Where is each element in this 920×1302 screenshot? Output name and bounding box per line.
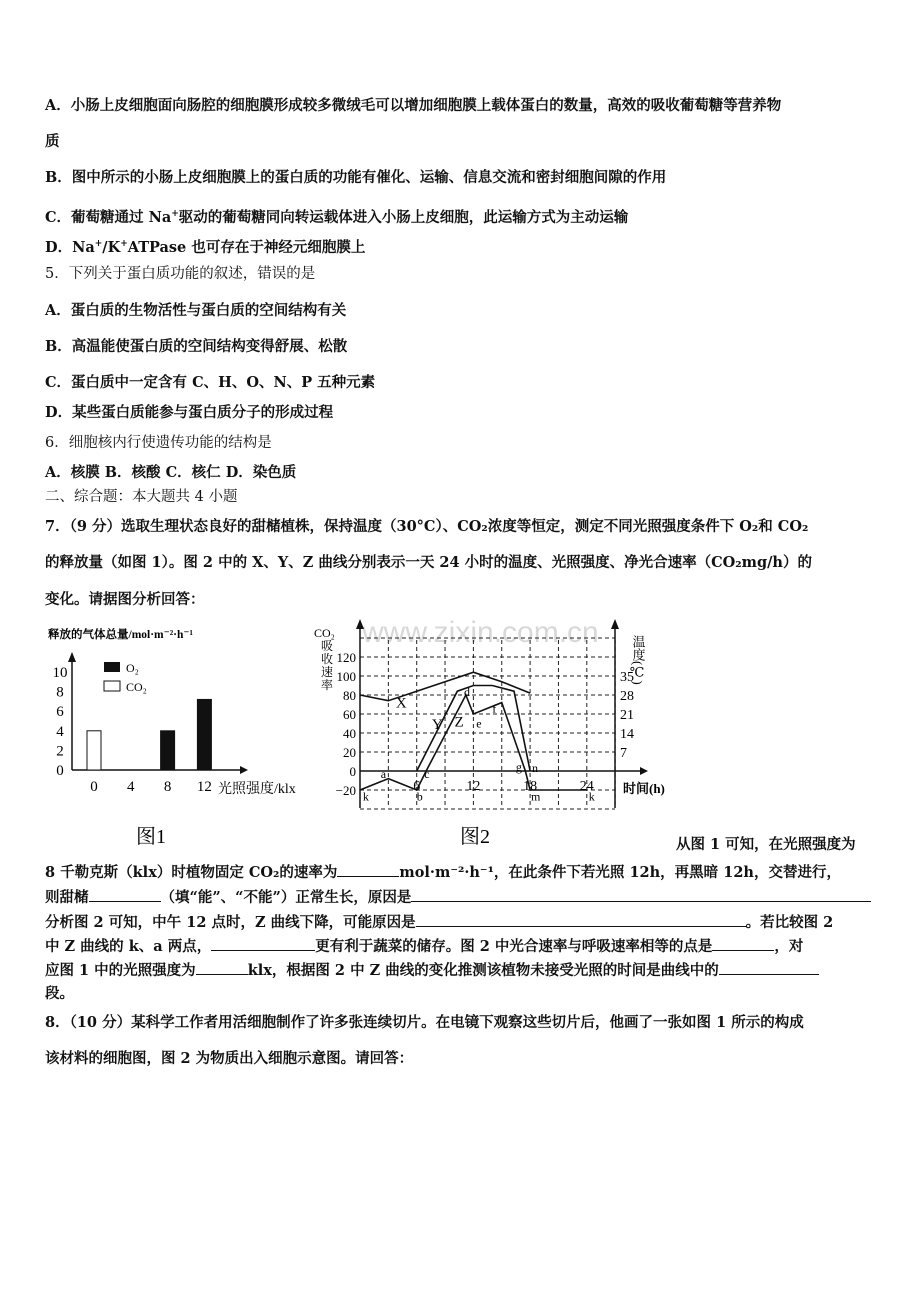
legend-co2-label: CO₂ bbox=[126, 680, 147, 694]
fig2-caption: 图2 bbox=[460, 826, 490, 848]
bar-o2 bbox=[197, 699, 211, 770]
point-label-f: f bbox=[492, 701, 497, 716]
answer-blank-2[interactable] bbox=[89, 887, 161, 902]
bar-co2 bbox=[87, 731, 101, 770]
fig2-xtick: 24 bbox=[579, 779, 594, 794]
answer-blank-8[interactable] bbox=[719, 960, 819, 975]
answer-blank-1[interactable] bbox=[337, 862, 399, 877]
fig1-xlabel: 光照强度/klx bbox=[218, 782, 296, 797]
fig2-ylabel-left: 速 bbox=[321, 665, 334, 679]
q5-option-d: D．某些蛋白质能参与蛋白质分子的形成过程 bbox=[45, 404, 334, 421]
legend-co2-swatch bbox=[104, 681, 120, 691]
q4-option-d: D．Na+/K+ATPase 也可存在于神经元细胞膜上 bbox=[45, 238, 366, 256]
fig2-ytick-right: 35 bbox=[620, 670, 634, 685]
fig1-ytick: 2 bbox=[56, 743, 64, 760]
q7-line-7: 中 Z 曲线的 k、a 两点， 更有利于蔬菜的储存。图 2 中光合速率与呼吸速率相等的点是 ，对 bbox=[45, 938, 804, 955]
figure-1 bbox=[40, 615, 310, 855]
q6-options: A．核膜 B．核酸 C．核仁 D．染色质 bbox=[45, 464, 297, 481]
q7-line-3: 变化。请据图分析回答： bbox=[45, 591, 205, 608]
answer-blank-7[interactable] bbox=[196, 960, 248, 975]
q5-option-b: B．高温能使蛋白质的空间结构变得舒展、松散 bbox=[45, 338, 348, 355]
curve-label-z: Z bbox=[454, 714, 464, 731]
fig2-ylabel-left: 吸 bbox=[321, 639, 334, 653]
point-label-d: d bbox=[463, 685, 470, 700]
fig2-ylabel-left: 率 bbox=[321, 678, 334, 692]
curve-label-x: X bbox=[395, 695, 407, 712]
legend-o2-label: O₂ bbox=[126, 661, 139, 675]
fig2-ytick-left: 60 bbox=[343, 707, 356, 722]
q8-line-1: 8．（10 分）某科学工作者用活细胞制作了许多张连续切片。在电镜下观察这些切片后，他画了一张如图 1 所示的构成 bbox=[45, 1014, 804, 1031]
fig2-y-arrow-left bbox=[356, 619, 364, 629]
point-label-k: k bbox=[362, 789, 369, 804]
q7-line-5: 则甜槠 （填“能”、“不能”）正常生长，原因是 bbox=[45, 887, 871, 908]
fig2-xtick: 18 bbox=[523, 779, 538, 794]
point-label-c: c bbox=[424, 766, 430, 781]
q4-option-a: A．小肠上皮细胞面向肠腔的细胞膜形成较多微绒毛可以增加细胞膜上载体蛋白的数量，高效的吸收葡萄糖等营养物 bbox=[45, 97, 782, 114]
fig2-ytick-left: 40 bbox=[343, 726, 356, 741]
q7-line-9: 段。 bbox=[45, 985, 74, 1002]
fig1-y-arrow bbox=[68, 652, 76, 662]
fig2-ytick-left: 100 bbox=[336, 669, 356, 684]
fig1-ytick: 0 bbox=[56, 763, 64, 779]
q7-line-6: 分析图 2 可知，中午 12 点时，Z 曲线下降，可能原因是 。若比较图 2 bbox=[45, 914, 834, 931]
curve-label-y: Y bbox=[431, 717, 443, 734]
fig1-caption: 图1 bbox=[136, 826, 166, 848]
legend-o2-swatch bbox=[104, 662, 120, 672]
fig1-xtick: 8 bbox=[163, 779, 172, 795]
fig2-ytick-right: 28 bbox=[620, 689, 634, 704]
q4-option-a-cont: 质 bbox=[45, 133, 60, 150]
fig2-ytick-left: 120 bbox=[336, 650, 356, 665]
fig2-ytick-right: 21 bbox=[620, 708, 634, 723]
point-label-k: k bbox=[588, 789, 595, 804]
q7-line-1: 7．（9 分）选取生理状态良好的甜槠植株，保持温度（30°C）、CO₂浓度等恒定，测定不同光照强度条件下 O₂和 CO₂ bbox=[45, 518, 809, 535]
fig2-ytick-left: 0 bbox=[349, 764, 356, 779]
fig2-ylabel-left: 收 bbox=[321, 652, 334, 666]
fig1-x-arrow bbox=[240, 766, 248, 774]
answer-blank-5[interactable] bbox=[211, 936, 315, 951]
fig1-xtick: 12 bbox=[196, 779, 212, 795]
fig1-xtick: 4 bbox=[127, 779, 135, 795]
fig1-ytick: 4 bbox=[56, 723, 64, 740]
fig2-y-arrow-right bbox=[611, 619, 619, 629]
point-label-e: e bbox=[476, 716, 482, 731]
fig1-ytick: 10 bbox=[52, 665, 68, 681]
answer-blank-6[interactable] bbox=[712, 936, 774, 951]
watermark: www.zixin.com.cn bbox=[362, 616, 599, 649]
answer-blank-4[interactable] bbox=[416, 912, 746, 927]
q6-stem: 6．细胞核内行使遗传功能的结构是 bbox=[45, 435, 272, 451]
fig1-ylabel: 释放的气体总量/mol·m⁻²·h⁻¹ bbox=[48, 629, 193, 641]
q5-option-a: A．蛋白质的生物活性与蛋白质的空间结构有关 bbox=[45, 302, 347, 319]
q5-option-c: C．蛋白质中一定含有 C、H、O、N、P 五种元素 bbox=[45, 374, 376, 391]
q5-stem: 5．下列关于蛋白质功能的叙述，错误的是 bbox=[45, 266, 316, 282]
fig2-ytick-left: 20 bbox=[343, 745, 356, 760]
fig2-ytick-right: 7 bbox=[620, 746, 627, 761]
q4-option-b: B．图中所示的小肠上皮细胞膜上的蛋白质的功能有催化、运输、信息交流和密封细胞间隙的作用 bbox=[45, 169, 667, 186]
q7-after-fig: 从图 1 可知，在光照强度为 bbox=[676, 836, 856, 853]
fig2-xtick: 12 bbox=[466, 779, 481, 794]
fig1-ytick: 8 bbox=[56, 684, 64, 701]
answer-blank-3[interactable] bbox=[411, 887, 871, 902]
fig1-ytick: 6 bbox=[56, 704, 64, 721]
fig2-ytick-right: 14 bbox=[620, 727, 634, 742]
q7-line-2: 的释放量（如图 1）。图 2 中的 X、Y、Z 曲线分别表示一天 24 小时的温度、光照强度、净光合速率（CO₂mg/h）的 bbox=[45, 554, 812, 571]
section-heading: 二、综合题：本大题共 4 小题 bbox=[45, 489, 238, 505]
fig2-ylabel-right: 温度(℃) bbox=[630, 635, 646, 685]
fig2-xlabel: 时间(h) bbox=[623, 781, 665, 796]
fig2-ytick-left: 80 bbox=[343, 688, 356, 703]
fig2-xtick: 6 bbox=[413, 779, 421, 794]
q7-line-8: 应图 1 中的光照强度为 klx，根据图 2 中 Z 曲线的变化推测该植物未接受光照的时间是曲线中的 bbox=[45, 960, 819, 981]
fig2-ytick-left: −20 bbox=[335, 783, 356, 798]
fig2-ylabel-left: CO₂ bbox=[314, 626, 335, 640]
bar-o2 bbox=[161, 731, 175, 770]
q7-line-4: 8 千勒克斯（klx）时植物固定 CO₂的速率为 mol·m⁻²·h⁻¹，在此条件下若光照 12h，再黑暗 12h，交替进行， bbox=[45, 864, 841, 881]
point-label-n: n bbox=[531, 761, 538, 776]
point-label-m: m bbox=[531, 789, 541, 804]
q8-line-2: 该材料的细胞图，图 2 为物质出入细胞示意图。请回答： bbox=[45, 1050, 414, 1067]
point-label-b: b bbox=[416, 789, 423, 804]
figure-2 bbox=[314, 615, 665, 855]
fig2-x-arrow bbox=[640, 767, 648, 775]
fig1-xtick: 0 bbox=[90, 779, 98, 795]
point-label-a: a bbox=[380, 766, 387, 781]
q4-option-c: C．葡萄糖通过 Na+驱动的葡萄糖同向转运载体进入小肠上皮细胞，此运输方式为主动运输 bbox=[45, 208, 629, 226]
point-label-g: g bbox=[515, 760, 522, 775]
